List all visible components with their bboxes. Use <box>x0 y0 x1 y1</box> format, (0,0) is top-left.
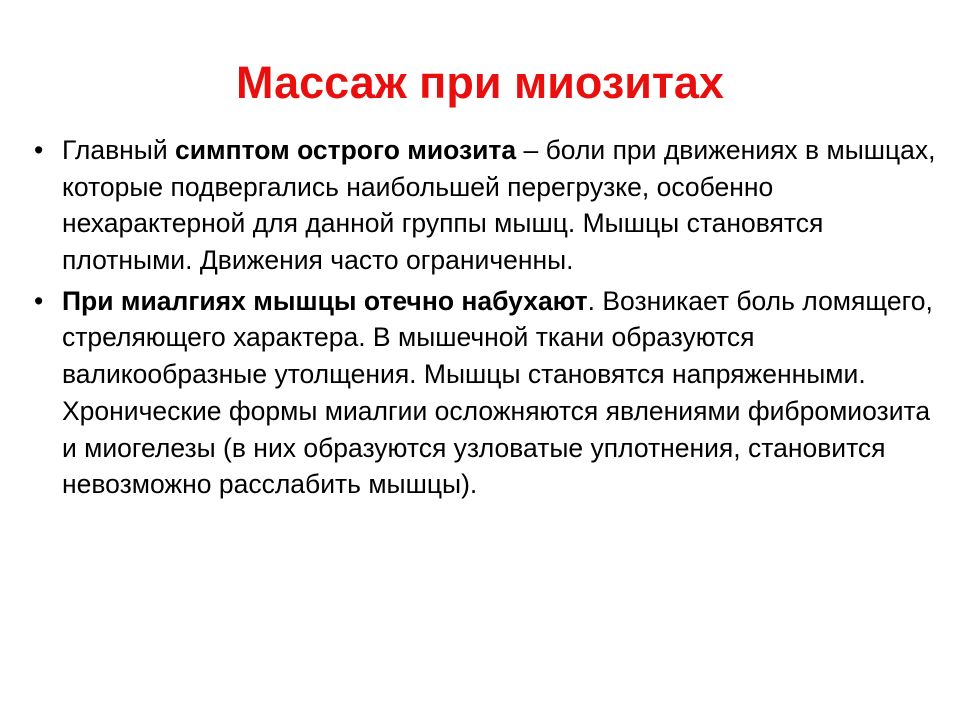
bullet-dot-icon: • <box>34 135 44 165</box>
bullet-dot-icon: • <box>34 285 44 316</box>
list-item-text: При миалгиях мышцы отечно набухают. Возникает боль ломящего, стреляющего характера. В мышечной ткани образуются валикообразные утолщения. Мышцы становятся напряженными. Хронические формы миалгии осложняются явлениями фибромиозита и миогелезы (в них образуются узловатые уплотнения, становится невозможно расслабить мышцы). <box>62 285 933 500</box>
page-title: Массаж при миозитах <box>236 57 724 108</box>
list-item <box>22 283 938 503</box>
list-item-text: Главный симптом острого миозита – боли при движениях в мышцах, которые подвергались наибольшей перегрузке, особенно нехарактерной для данной группы мышц. Мышцы становятся плотными. Движения часто ограниченны. <box>62 135 936 276</box>
list-item <box>22 132 938 279</box>
bullet-list <box>22 132 938 507</box>
